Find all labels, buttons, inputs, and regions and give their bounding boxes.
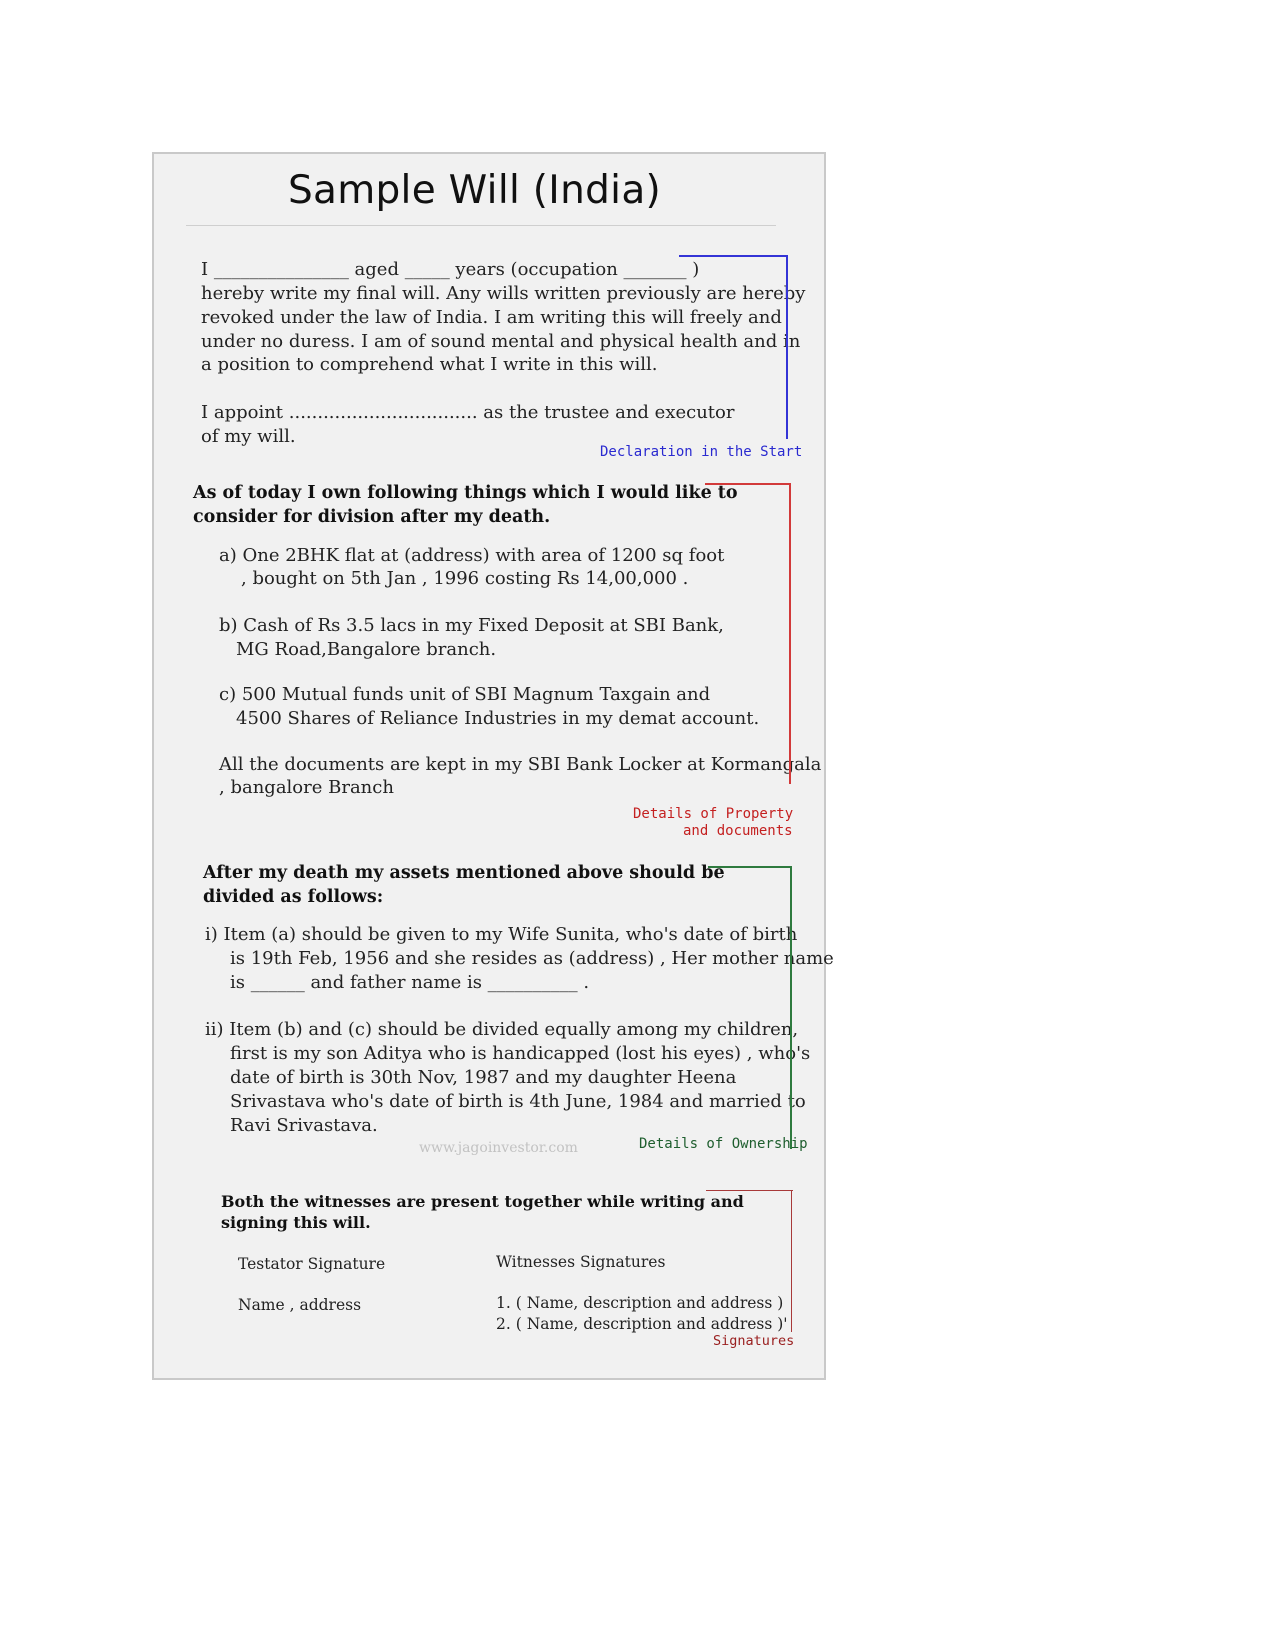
- ownership-bracket-side: [790, 866, 792, 1149]
- property-bracket-side: [789, 483, 791, 784]
- declaration-annotation: Declaration in the Start: [600, 444, 803, 460]
- property-item-b: MG Road,Bangalore branch.: [236, 639, 497, 660]
- watermark: www.jagoinvestor.com: [419, 1140, 578, 1156]
- property-item-c: c) 500 Mutual funds unit of SBI Magnum Taxgain and: [219, 684, 711, 705]
- witnesses-signature-label: Witnesses Signatures: [496, 1253, 666, 1271]
- witness-note: Both the witnesses are present together while writing and: [221, 1192, 744, 1211]
- declaration-line: I _______________ aged _____ years (occupation _______ ): [201, 259, 700, 280]
- property-heading: consider for division after my death.: [193, 507, 551, 527]
- testator-name-address: Name , address: [238, 1296, 362, 1314]
- ownership-item-ii: Srivastava who's date of birth is 4th June, 1984 and married to: [230, 1091, 806, 1112]
- executor-line: I appoint ................................. as the trustee and executor: [201, 402, 735, 423]
- property-bracket-top: [705, 483, 791, 485]
- ownership-item-ii: ii) Item (b) and (c) should be divided equally among my children,: [205, 1019, 799, 1040]
- signatures-annotation: Signatures: [713, 1333, 795, 1349]
- witness-entry: 2. ( Name, description and address )': [496, 1315, 788, 1333]
- ownership-item-i: is ______ and father name is __________ .: [230, 972, 590, 993]
- ownership-heading: divided as follows:: [203, 887, 384, 907]
- ownership-heading: After my death my assets mentioned above should be: [203, 863, 725, 883]
- property-annotation: Details of Property: [633, 806, 794, 822]
- property-item-c: 4500 Shares of Reliance Industries in my demat account.: [236, 708, 760, 729]
- documents-location: , bangalore Branch: [219, 777, 394, 798]
- property-item-b: b) Cash of Rs 3.5 lacs in my Fixed Deposit at SBI Bank,: [219, 615, 724, 636]
- property-annotation: and documents: [683, 823, 793, 839]
- declaration-bracket-side: [786, 255, 788, 439]
- ownership-item-i: is 19th Feb, 1956 and she resides as (address) , Her mother name: [230, 948, 834, 969]
- will-document: [152, 152, 834, 1380]
- ownership-item-ii: first is my son Aditya who is handicapped (lost his eyes) , who's: [230, 1043, 811, 1064]
- signatures-bracket-top: [706, 1190, 793, 1191]
- executor-line: of my will.: [201, 426, 296, 447]
- witness-entry: 1. ( Name, description and address ): [496, 1294, 784, 1312]
- title-divider: [186, 225, 776, 226]
- property-heading: As of today I own following things which I would like to: [193, 483, 738, 503]
- testator-signature-label: Testator Signature: [238, 1255, 386, 1273]
- declaration-line: revoked under the law of India. I am writing this will freely and: [201, 307, 782, 328]
- declaration-bracket-top: [679, 255, 788, 257]
- declaration-line: under no duress. I am of sound mental and physical health and in: [201, 331, 801, 352]
- declaration-line: a position to comprehend what I write in this will.: [201, 354, 658, 375]
- declaration-line: hereby write my final will. Any wills written previously are hereby: [201, 283, 806, 304]
- ownership-item-ii: date of birth is 30th Nov, 1987 and my daughter Heena: [230, 1067, 737, 1088]
- ownership-item-ii: Ravi Srivastava.: [230, 1115, 378, 1136]
- ownership-annotation: Details of Ownership: [639, 1136, 808, 1152]
- property-item-a: a) One 2BHK flat at (address) with area of 1200 sq foot: [219, 545, 725, 566]
- ownership-item-i: i) Item (a) should be given to my Wife Sunita, who's date of birth: [205, 924, 798, 945]
- property-item-a: , bought on 5th Jan , 1996 costing Rs 14,00,000 .: [241, 568, 689, 589]
- witness-note: signing this will.: [221, 1213, 371, 1232]
- page-title: Sample Will (India): [287, 168, 662, 213]
- ownership-bracket-top: [708, 866, 792, 868]
- signatures-bracket-side: [791, 1190, 792, 1332]
- documents-location: All the documents are kept in my SBI Bank Locker at Kormangala: [219, 754, 822, 775]
